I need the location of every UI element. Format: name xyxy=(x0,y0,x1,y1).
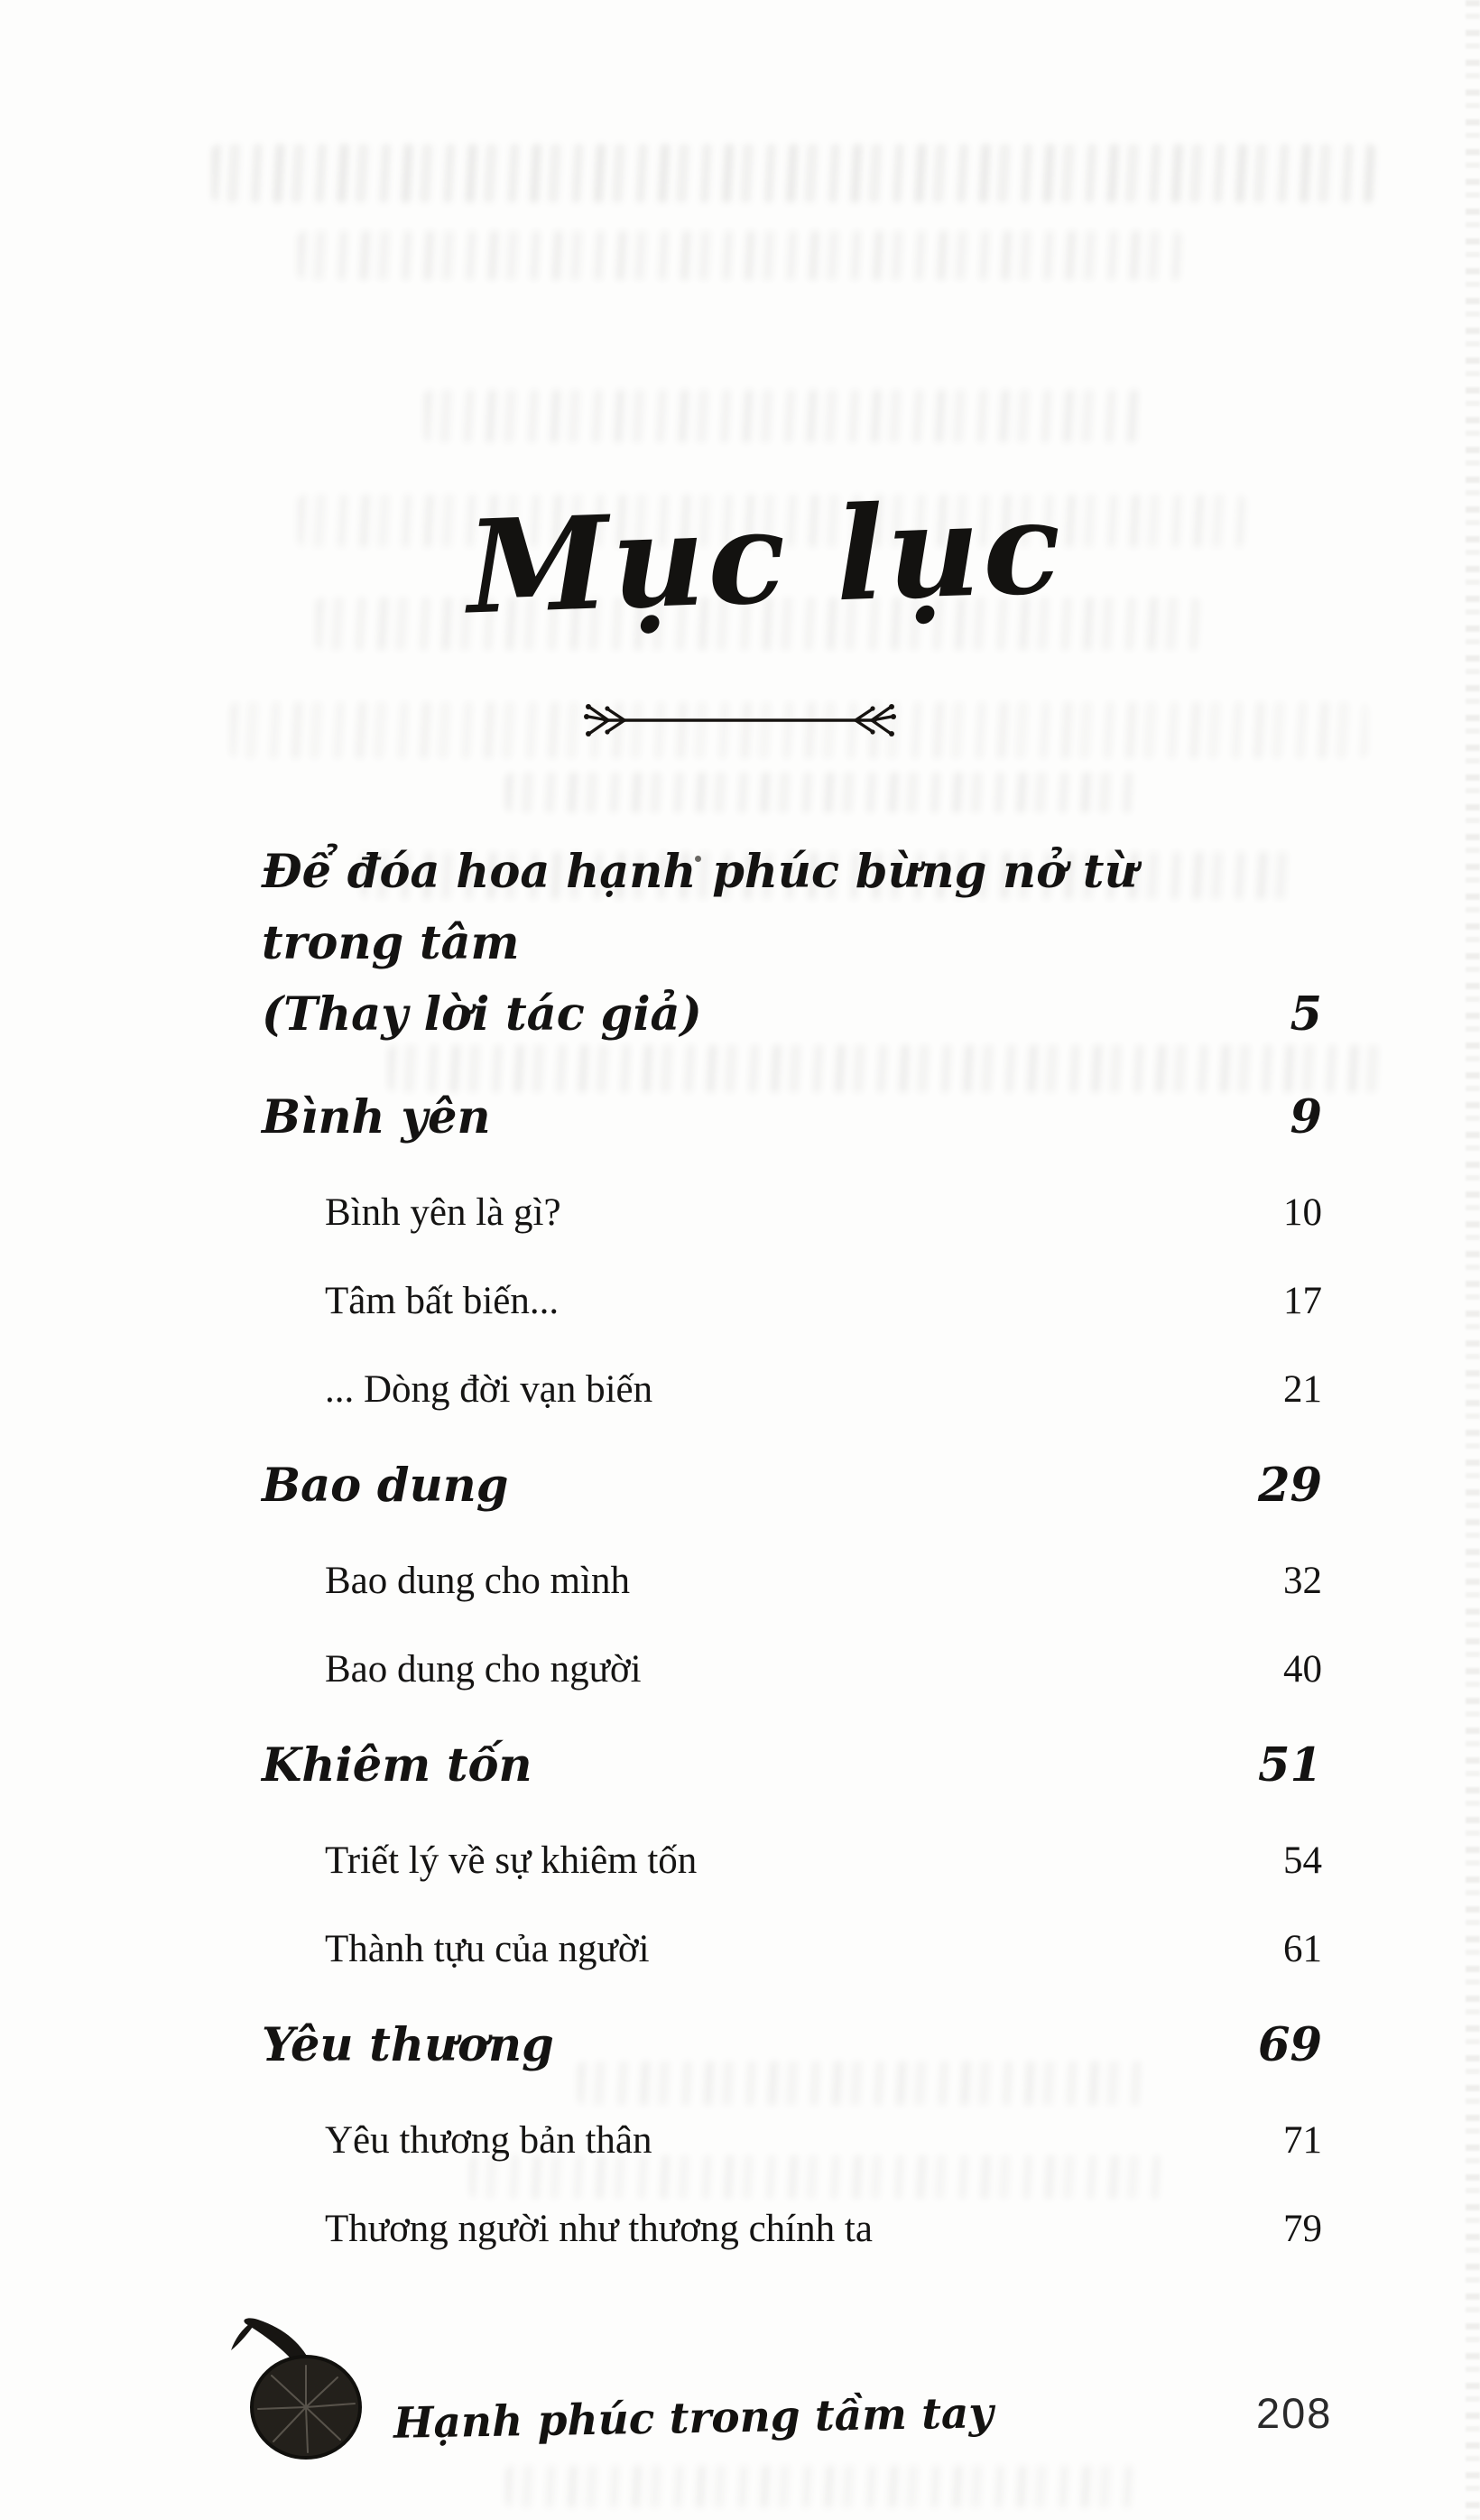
toc-entry-label: Thành tựu của người xyxy=(325,1927,650,1970)
ghost-text-line xyxy=(505,773,1137,812)
ghost-text-line xyxy=(298,231,1182,280)
toc-entry[interactable] xyxy=(262,1433,1322,1522)
toc-entry[interactable] xyxy=(262,1993,1322,2081)
toc-entry-page: 51 xyxy=(1258,1737,1322,1793)
toc-entry[interactable] xyxy=(262,1610,1322,1699)
toc-list xyxy=(262,844,1322,2258)
toc-entry[interactable] xyxy=(262,1890,1322,1978)
toc-entry-page: 79 xyxy=(1283,2207,1322,2250)
footer-page-number: 208 xyxy=(1256,2389,1333,2437)
toc-entry[interactable] xyxy=(262,1713,1322,1802)
toc-entry-label: Bao dung xyxy=(262,1458,509,1513)
toc-entry-page: 61 xyxy=(1283,1927,1322,1970)
toc-entry-label: Khiêm tốn xyxy=(262,1737,532,1793)
footer-brand-text: Hạnh phúc trong tầm tay xyxy=(393,2388,994,2449)
toc-entry-label: Thương người như thương chính ta xyxy=(325,2207,873,2250)
toc-entry[interactable] xyxy=(262,1330,1322,1419)
toc-entry[interactable] xyxy=(262,1242,1322,1330)
toc-entry-label: Bình yên xyxy=(262,1089,491,1144)
toc-entry-page: 10 xyxy=(1283,1191,1322,1234)
paper-edge-texture xyxy=(1466,0,1480,2520)
ghost-text-line xyxy=(424,390,1146,442)
toc-entry[interactable] xyxy=(262,2081,1322,2170)
toc-entry[interactable] xyxy=(262,2170,1322,2258)
toc-entry-page: 69 xyxy=(1258,2017,1322,2072)
toc-entry-label-line2: (Thay lời tác giả) xyxy=(262,987,702,1042)
toc-entry-label-line1: Để đóa hoa hạnh phúc bừng nở từ trong tâm xyxy=(262,844,1138,970)
toc-entry-label: Bao dung cho người xyxy=(325,1647,642,1691)
toc-entry-page: 21 xyxy=(1283,1367,1322,1411)
toc-entry-label: Tâm bất biến... xyxy=(325,1279,560,1322)
toc-entry[interactable] xyxy=(262,1802,1322,1890)
toc-entry-page: 17 xyxy=(1283,1279,1322,1322)
toc-entry-page: 29 xyxy=(1258,1458,1322,1513)
toc-entry[interactable] xyxy=(262,1065,1322,1153)
toc-entry-label: Bình yên là gì? xyxy=(325,1191,561,1234)
toc-entry-label: Yêu thương bản thân xyxy=(325,2118,652,2162)
feather-arrow-divider-icon xyxy=(569,697,911,744)
toc-entry-label: ... Dòng đời vạn biến xyxy=(325,1367,653,1411)
toc-entry-label: Bao dung cho mình xyxy=(325,1559,630,1602)
toc-entry[interactable] xyxy=(262,844,1322,1051)
toc-entry-page: 9 xyxy=(1290,1089,1322,1144)
toc-entry-label: Yêu thương xyxy=(262,2017,554,2072)
toc-entry-label xyxy=(262,837,1254,1051)
toc-entry[interactable] xyxy=(262,1153,1322,1242)
page-footer xyxy=(0,2311,1480,2509)
toc-entry-page: 5 xyxy=(1290,987,1322,1042)
fruit-stem-logo-icon xyxy=(222,2318,384,2462)
toc-entry-page: 54 xyxy=(1283,1839,1322,1882)
toc-entry[interactable] xyxy=(262,1522,1322,1610)
ghost-text-line xyxy=(212,144,1376,202)
toc-entry-page: 71 xyxy=(1283,2118,1322,2162)
toc-entry-label: Triết lý về sự khiêm tốn xyxy=(325,1839,698,1882)
toc-entry-page: 40 xyxy=(1283,1647,1322,1691)
page-title: Mục lục xyxy=(464,472,1067,644)
divider xyxy=(0,697,1480,748)
toc-entry-page: 32 xyxy=(1283,1559,1322,1602)
